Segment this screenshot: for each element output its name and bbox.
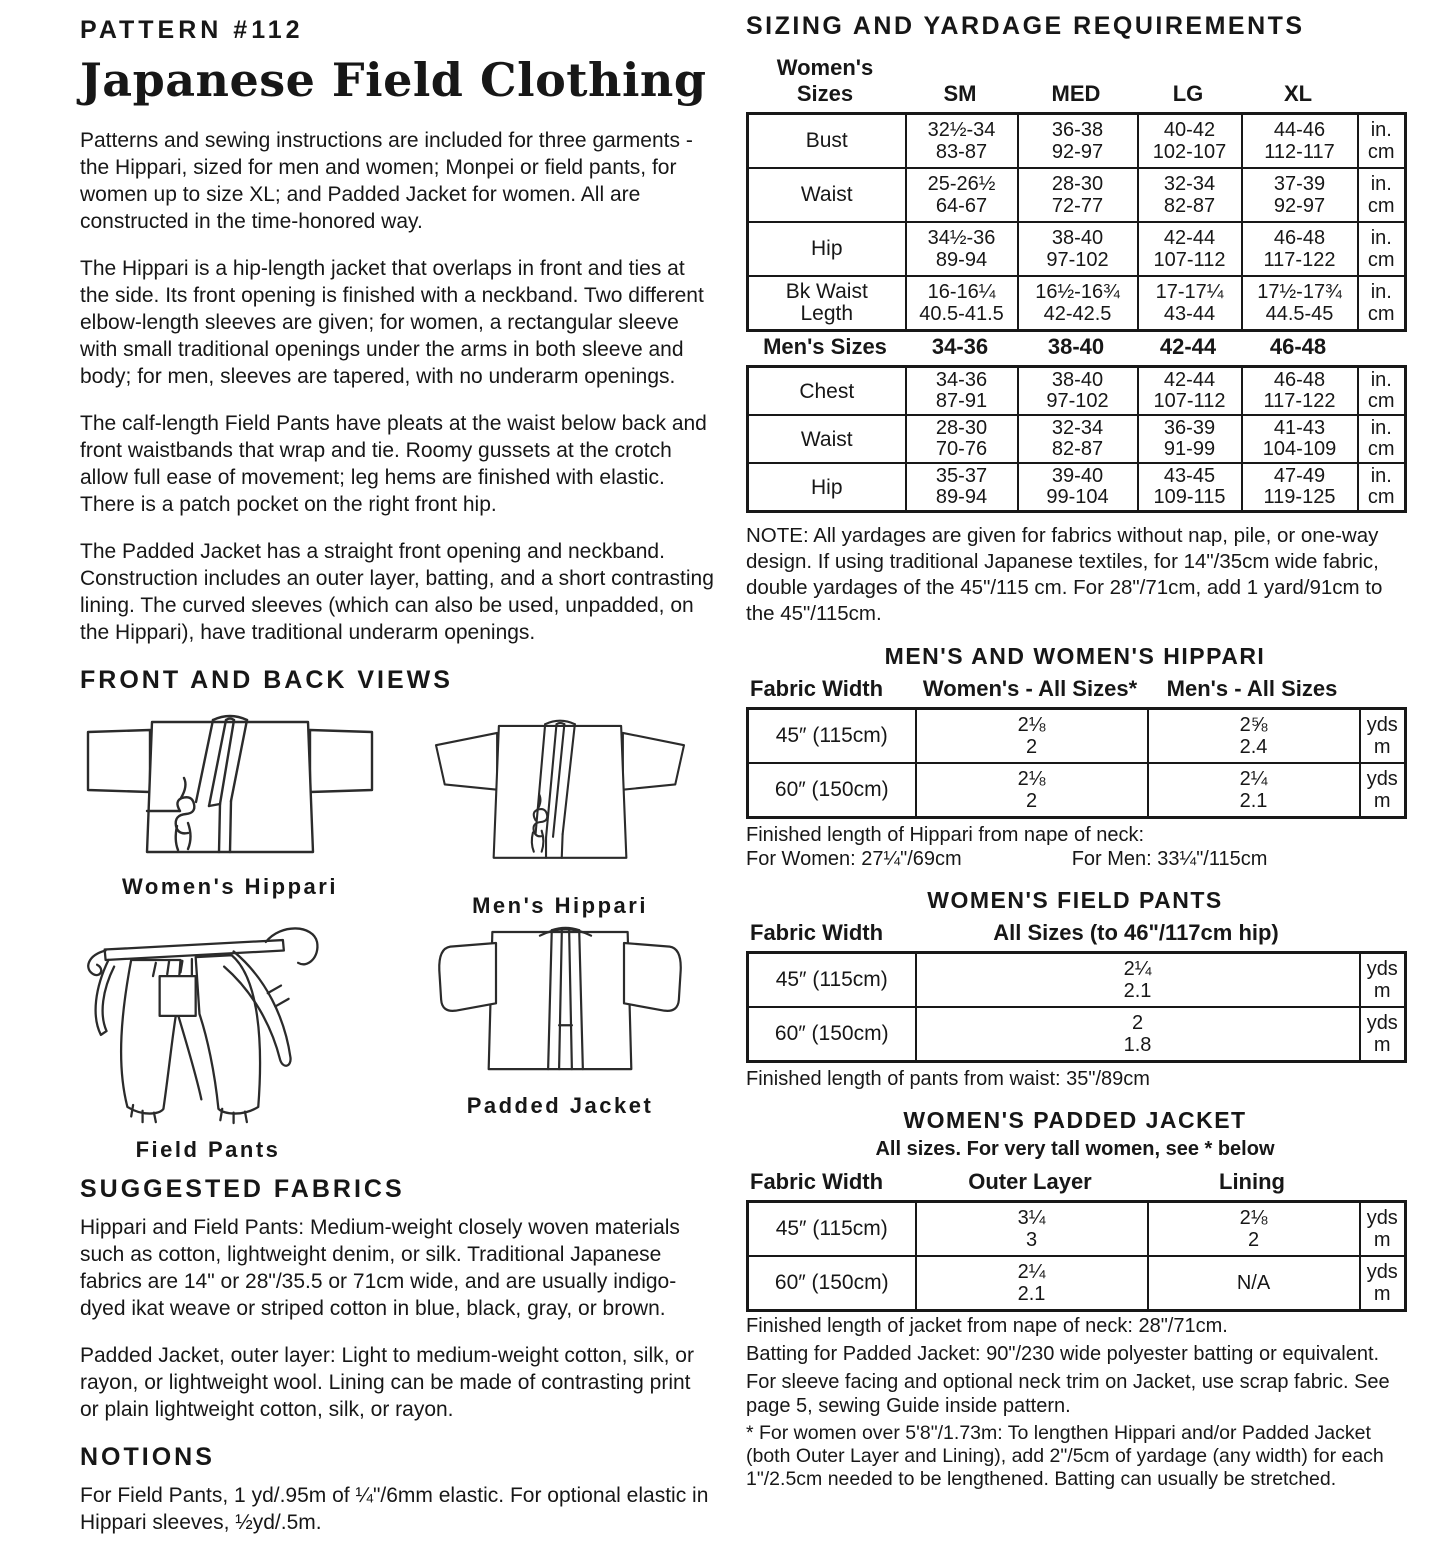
table-row: [748, 222, 1406, 276]
padded-jacket-drawing: [432, 919, 688, 1084]
unit-cell: in. cm: [1358, 168, 1406, 222]
row-label: Bust: [748, 114, 906, 169]
notions-paragraph: For Field Pants, 1 yd/.95m of ¼"/6mm elastic. For optional elastic in Hippari sleeves, ½yd/.5m.: [80, 1484, 709, 1534]
unit-cell: in. cm: [1358, 276, 1406, 331]
jacket-facing-note: For sleeve facing and optional neck trim on Jacket, use scrap fabric. See page 5, sewing Guide inside pattern.: [746, 1371, 1390, 1417]
hippari-length-note: Finished length of Hippari from nape of neck:: [746, 824, 1144, 846]
padded-jacket-paragraph: The Padded Jacket has a straight front opening and neckband. Construction includes an outer layer, batting, and a short contrasting lining. The curved sleeves (which can also be used, unpadded, on the Hippari), have traditional underarm openings.: [80, 540, 714, 644]
size-cell: 46-48 117-122: [1242, 222, 1358, 276]
col-34-36: 34-36: [931, 334, 989, 359]
col-lg: LG: [1172, 81, 1204, 106]
fabrics-paragraph-2: Padded Jacket, outer layer: Light to medium-weight cotton, silk, or rayon, or lightweight wool. Lining can be made of contrasting print or plain lightweight cotton, silk, or rayon.: [80, 1344, 694, 1421]
table-row: [748, 276, 1406, 331]
tall-women-note: * For women over 5'8"/1.73m: To lengthen Hippari and/or Padded Jacket (both Outer Layer and Lining), add 2"/5cm of yardage (any width) for each 1"/2.5cm needed to be lengthened. Batting can usually be stretched.: [746, 1422, 1384, 1490]
field-pants-label: Field Pants: [135, 1137, 281, 1162]
hippari-paragraph: The Hippari is a hip-length jacket that overlaps in front and ties at the side. Its front opening is finished with a neckband. Two different elbow-length sleeves are given; for women, a rectangular sleeve with small traditional openings under the arms in both sleeve and body; for men, sleeves are tapered, with no underarm openings.: [80, 257, 704, 388]
table-row: [748, 415, 1406, 463]
hippari-length-women: For Women: 27¼"/69cm: [746, 848, 962, 870]
yardage-cell: 2⅛ 2: [916, 763, 1148, 818]
yardage-note: NOTE: All yardages are given for fabrics without nap, pile, or one-way design. If using traditional Japanese textiles, for 14"/35cm wide fabric, double yardages of the 45"/115 cm. For 28"/71cm, add 1 yard/91cm to the 45"/115cm.: [746, 524, 1383, 625]
left-column: [80, 16, 714, 1556]
womens-hippari-figure: [80, 705, 380, 919]
size-cell: 32½-34 83-87: [906, 114, 1018, 169]
col-lining: Lining: [1219, 1169, 1285, 1194]
hippari-table-header: [746, 674, 1404, 707]
yardage-cell: 2¼ 2.1: [1148, 763, 1360, 818]
womens-sizes-header: [746, 53, 1404, 112]
yardage-cell: 2¼ 2.1: [916, 1256, 1148, 1311]
size-cell: 32-34 82-87: [1018, 415, 1138, 463]
row-label: Waist: [748, 415, 906, 463]
row-label: Bk Waist Legth: [748, 276, 906, 331]
yardage-cell: 2⅝ 2.4: [1148, 709, 1360, 764]
pants-length-note: Finished length of pants from waist: 35"/89cm: [746, 1068, 1150, 1090]
unit-cell: yds m: [1360, 763, 1406, 818]
unit-cell: yds m: [1360, 953, 1406, 1008]
size-cell: 38-40 97-102: [1018, 222, 1138, 276]
womens-sizes-table: [746, 112, 1407, 332]
col-42-44: 42-44: [1159, 334, 1217, 359]
fabric-width-cell: 60″ (150cm): [748, 763, 916, 818]
fabric-width-cell: 60″ (150cm): [748, 1007, 916, 1062]
yardage-cell: N/A: [1148, 1256, 1360, 1311]
size-cell: 47-49 119-125: [1242, 463, 1358, 512]
mens-sizes-header: [746, 332, 1404, 365]
table-row: [748, 168, 1406, 222]
yardage-cell: 3¼ 3: [916, 1202, 1148, 1257]
womens-hippari-label: Women's Hippari: [122, 874, 338, 899]
size-cell: 25-26½ 64-67: [906, 168, 1018, 222]
table-row: [748, 1202, 1406, 1257]
size-cell: 41-43 104-109: [1242, 415, 1358, 463]
size-cell: 43-45 109-115: [1138, 463, 1242, 512]
unit-cell: yds m: [1360, 1202, 1406, 1257]
size-cell: 34½-36 89-94: [906, 222, 1018, 276]
size-cell: 17-17¼ 43-44: [1138, 276, 1242, 331]
col-all-sizes: All Sizes (to 46"/117cm hip): [993, 920, 1279, 945]
col-womens-all-sizes: Women's - All Sizes*: [922, 676, 1138, 701]
jacket-length-note: Finished length of jacket from nape of neck: 28"/71cm.: [746, 1315, 1228, 1337]
size-cell: 36-38 92-97: [1018, 114, 1138, 169]
fabric-width-cell: 45″ (115cm): [748, 1202, 916, 1257]
hippari-length-men: For Men: 33¼"/115cm: [1071, 848, 1268, 870]
col-fabric-width: Fabric Width: [750, 676, 884, 701]
fabric-width-cell: 45″ (115cm): [748, 953, 916, 1008]
unit-cell: in. cm: [1358, 367, 1406, 416]
size-cell: 32-34 82-87: [1138, 168, 1242, 222]
unit-cell: yds m: [1360, 1256, 1406, 1311]
table-row: [748, 1007, 1406, 1062]
col-46-48: 46-48: [1269, 334, 1327, 359]
col-fabric-width: Fabric Width: [750, 920, 884, 945]
pants-table-heading: WOMEN'S FIELD PANTS: [927, 887, 1223, 913]
womens-hippari-drawing: [80, 705, 380, 865]
jacket-table-subtitle: All sizes. For very tall women, see * below: [875, 1138, 1275, 1160]
unit-cell: yds m: [1360, 1007, 1406, 1062]
jacket-batting-note: Batting for Padded Jacket: 90"/230 wide polyester batting or equivalent.: [746, 1343, 1380, 1365]
table-row: [748, 114, 1406, 169]
sizing-heading: SIZING AND YARDAGE REQUIREMENTS: [746, 12, 1305, 40]
row-label: Hip: [748, 463, 906, 512]
mens-hippari-figure: [429, 705, 691, 919]
field-pants-drawing: [80, 919, 336, 1128]
mens-hippari-drawing: [429, 705, 691, 884]
mens-hippari-label: Men's Hippari: [472, 893, 648, 918]
padded-jacket-label: Padded Jacket: [466, 1093, 654, 1118]
hippari-table-heading: MEN'S AND WOMEN'S HIPPARI: [884, 643, 1266, 669]
row-label: Waist: [748, 168, 906, 222]
yardage-cell: 2¼ 2.1: [916, 953, 1360, 1008]
row-label: Chest: [748, 367, 906, 416]
jacket-notes: [746, 1314, 1404, 1491]
field-pants-paragraph: The calf-length Field Pants have pleats at the waist below back and front waistbands that wrap and tie. Roomy gussets at the crotch allow full ease of movement; leg hems are finished with elastic. There is a patch pocket on the right front hip.: [80, 412, 707, 516]
pattern-number: PATTERN #112: [80, 16, 304, 44]
womens-sizes-label: Women's Sizes: [776, 55, 874, 106]
size-cell: 28-30 72-77: [1018, 168, 1138, 222]
unit-cell: yds m: [1360, 709, 1406, 764]
unit-cell: in. cm: [1358, 114, 1406, 169]
yardage-cell: 2⅛ 2: [916, 709, 1148, 764]
pants-table-header: [746, 918, 1404, 951]
jacket-table-header: [746, 1167, 1404, 1200]
jacket-yardage-table: [746, 1200, 1407, 1312]
col-med: MED: [1051, 81, 1101, 106]
right-column: [746, 12, 1404, 1495]
hippari-yardage-table: [746, 707, 1407, 819]
fabric-width-cell: 45″ (115cm): [748, 709, 916, 764]
views-heading: FRONT AND BACK VIEWS: [80, 666, 453, 694]
table-row: [748, 953, 1406, 1008]
size-cell: 46-48 117-122: [1242, 367, 1358, 416]
fabrics-heading: SUGGESTED FABRICS: [80, 1175, 405, 1203]
size-cell: 39-40 99-104: [1018, 463, 1138, 512]
table-row: [748, 1256, 1406, 1311]
size-cell: 28-30 70-76: [906, 415, 1018, 463]
unit-cell: in. cm: [1358, 415, 1406, 463]
views-grid: [80, 705, 714, 1163]
size-cell: 16½-16¾ 42-42.5: [1018, 276, 1138, 331]
padded-jacket-figure: [432, 919, 688, 1163]
size-cell: 40-42 102-107: [1138, 114, 1242, 169]
yardage-cell: 2⅛ 2: [1148, 1202, 1360, 1257]
col-sm: SM: [943, 81, 977, 106]
jacket-table-heading: WOMEN'S PADDED JACKET: [903, 1107, 1247, 1133]
page-title: Japanese Field Clothing: [80, 53, 707, 107]
size-cell: 37-39 92-97: [1242, 168, 1358, 222]
size-cell: 16-16¼ 40.5-41.5: [906, 276, 1018, 331]
size-cell: 34-36 87-91: [906, 367, 1018, 416]
size-cell: 42-44 107-112: [1138, 222, 1242, 276]
col-xl: XL: [1283, 81, 1313, 106]
size-cell: 44-46 112-117: [1242, 114, 1358, 169]
size-cell: 42-44 107-112: [1138, 367, 1242, 416]
unit-cell: in. cm: [1358, 463, 1406, 512]
row-label: Hip: [748, 222, 906, 276]
table-row: [748, 367, 1406, 416]
col-outer-layer: Outer Layer: [968, 1169, 1092, 1194]
table-row: [748, 763, 1406, 818]
fabric-width-cell: 60″ (150cm): [748, 1256, 916, 1311]
table-row: [748, 463, 1406, 512]
mens-sizes-label: Men's Sizes: [763, 334, 887, 359]
size-cell: 38-40 97-102: [1018, 367, 1138, 416]
yardage-cell: 2 1.8: [916, 1007, 1360, 1062]
notions-heading: NOTIONS: [80, 1443, 215, 1471]
pants-yardage-table: [746, 951, 1407, 1063]
fabrics-paragraph-1: Hippari and Field Pants: Medium-weight closely woven materials such as cotton, lightweight denim, or silk. Traditional Japanese fabrics are 14" or 28"/35.5 or 71cm wide, and are usually indigo-dyed ikat weave or striped cotton in blue, black, gray, or brown.: [80, 1216, 680, 1320]
col-38-40: 38-40: [1047, 334, 1105, 359]
size-cell: 36-39 91-99: [1138, 415, 1242, 463]
col-mens-all-sizes: Men's - All Sizes: [1166, 676, 1338, 701]
size-cell: 17½-17¾ 44.5-45: [1242, 276, 1358, 331]
size-cell: 35-37 89-94: [906, 463, 1018, 512]
table-row: [748, 709, 1406, 764]
hippari-length-values: [746, 847, 1404, 871]
mens-sizes-table: [746, 365, 1407, 513]
intro-paragraph: Patterns and sewing instructions are included for three garments - the Hippari, sized for men and women; Monpei or field pants, for women up to size XL; and Padded Jacket for women. All are constructed in the time-honored way.: [80, 129, 693, 233]
col-fabric-width: Fabric Width: [750, 1169, 884, 1194]
unit-cell: in. cm: [1358, 222, 1406, 276]
field-pants-figure: [80, 919, 336, 1163]
